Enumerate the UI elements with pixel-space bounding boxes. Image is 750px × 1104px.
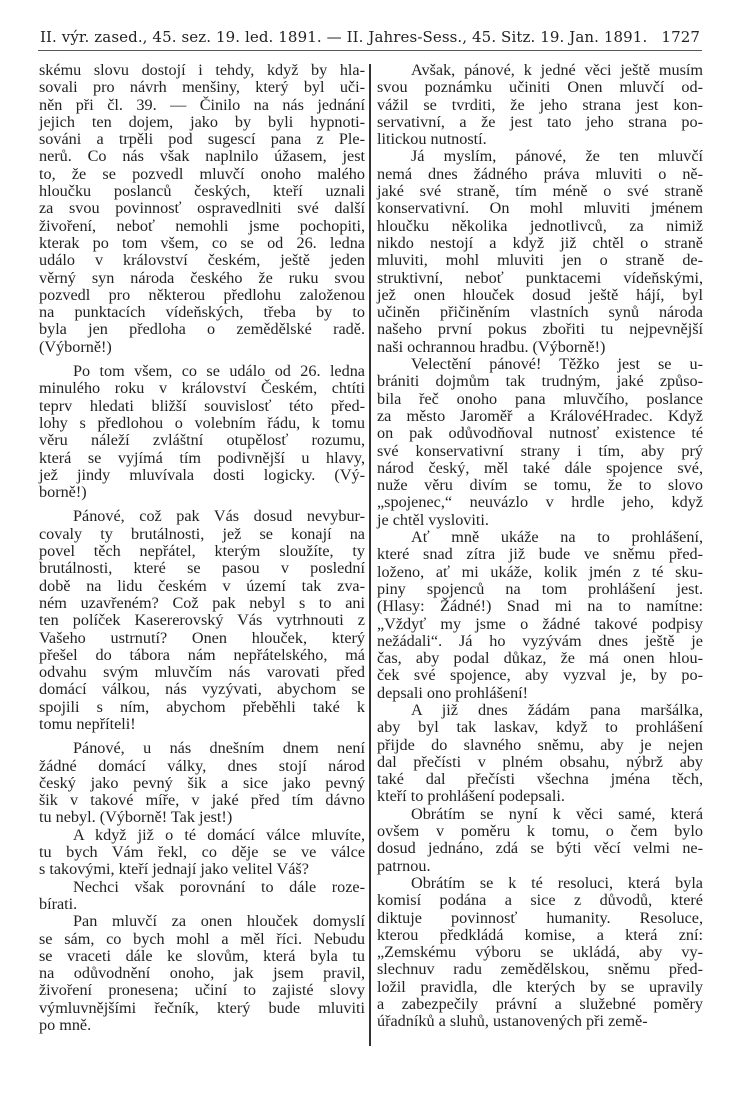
text-line: bírati. <box>39 894 78 913</box>
text-line: servativní, a že jest tato jeho strana po- <box>377 112 703 131</box>
paragraph <box>39 363 365 501</box>
column-divider <box>369 64 371 1046</box>
text-line: odvahu svým mluvčím nás varovati před <box>39 663 365 682</box>
text-line: přešel do tábora nám nepřátelského, má <box>39 645 365 664</box>
text-line: a zabezpečily právní a služebné poměry <box>377 995 703 1014</box>
text-line: Avšak, pánové, k jedné věci ještě musím <box>411 61 703 79</box>
paragraph <box>39 62 365 356</box>
text-line: Obrátím se k té resoluci, která byla <box>411 873 703 892</box>
text-line: teprv hledati bližší souvislosť této před- <box>39 396 365 415</box>
text-line: spojili s ním, abychom přeběhli také k <box>39 697 365 716</box>
text-line: za město Jaroměř a KrálovéHradec. Když <box>377 406 703 425</box>
text-line: komisí podána a sice z důvodů, které <box>377 891 703 910</box>
text-line: nikdo nestojí a když již chtěl o straně <box>377 233 703 252</box>
text-line: brutálnosti, které se pasou v poslední <box>39 559 365 578</box>
text-line: na punktacích vídeňských, třeba by to <box>39 303 365 322</box>
text-line: piny spojenců na tom prohlášení jest. <box>377 579 703 598</box>
text-line: Pánové, u nás dnešním dnem není <box>73 739 365 758</box>
text-line: on pak odůvodňoval nutnosť existence té <box>377 424 703 443</box>
text-line: „Zemskému výboru se ukládá, aby vy- <box>377 943 703 962</box>
text-line: s takovými, kteří jednají jako velitel Váš? <box>39 860 309 879</box>
text-line: Ať mně ukáže na to prohlášení, <box>411 528 703 547</box>
text-line: depsali ono prohlášení! <box>377 683 529 702</box>
text-line: ložil pravidla, dle kterých by se upravily <box>377 977 703 996</box>
text-line: dal přečísti v plném obsahu, nýbrž aby <box>377 752 703 771</box>
text-line: vážil se tvrditi, že jeho strana jest kon- <box>377 95 703 114</box>
paragraph <box>39 827 365 879</box>
text-line: ovšem v poměru k tomu, o čem bylo <box>377 822 703 841</box>
header-rule <box>38 50 702 51</box>
text-line: ček své spojence, aby vyzval je, by po- <box>377 666 703 685</box>
right-column <box>377 62 703 1031</box>
page-number: 1727 <box>661 28 700 46</box>
text-line: přijde do slavného sněmu, aby je nejen <box>377 735 703 754</box>
text-line: výmluvnějšími řečník, který bude mluviti <box>39 998 365 1017</box>
header-title: II. výr. zased., 45. sez. 19. led. 1891. — II. Jahres-Sess., 45. Sitz. 19. Jan. 1891. <box>40 28 648 46</box>
paragraph <box>377 806 703 875</box>
paragraph <box>377 875 703 1031</box>
text-line: našeho první pokus zbořiti tu nejpevnější <box>377 320 703 339</box>
text-line: Nechci však porovnání to dále roze- <box>73 877 365 896</box>
text-line: tu nebyl. (Výborně! Tak jest!) <box>39 808 233 827</box>
text-line: tomu nepříteli! <box>39 714 136 733</box>
text-line: také dal přečísti všechna jména těch, <box>377 770 703 789</box>
text-line: A již dnes žádám pana maršálka, <box>411 700 703 719</box>
text-line: „Vždyť my jsme o žádné takové podpisy <box>377 614 703 633</box>
text-line: lohy s předlohou o volebním řádu, k tomu <box>39 413 365 432</box>
text-line: jejich ten dojem, jako by byli hypnoti- <box>39 112 365 131</box>
text-line: ten políček Kasererovský Vás vytrhnouti z <box>39 611 365 630</box>
left-column <box>39 62 365 1034</box>
text-line: sováni a trpěli pod sugescí pana z Ple- <box>39 130 365 149</box>
text-line: pozvedl pro některou předlohu založenou <box>39 285 365 304</box>
text-line: byla jen předloha o zemědělské radě. <box>39 320 365 339</box>
text-line: Velectění pánové! Těžko jest se u- <box>411 355 703 374</box>
text-line: dosud jednáno, zdá se býti věcí velmi ne- <box>377 839 703 858</box>
running-header <box>40 28 700 46</box>
text-line: povel těch nepřátel, kterým sloužíte, ty <box>39 542 365 561</box>
text-line: loženo, ať mi ukáže, kolik jmén z té sku- <box>377 562 703 581</box>
text-line: kteří to prohlášení podepsali. <box>377 787 565 806</box>
text-line: (Výborně!) <box>39 337 112 356</box>
text-line: Pánové, což pak Vás dosud nevybur- <box>73 507 365 526</box>
text-line: úřadníků a sluhů, ustanovených při země- <box>377 1012 648 1031</box>
text-line: nerů. Co nás však naplnilo úžasem, jest <box>39 147 365 166</box>
text-line: Obrátím se nyní k věci samé, která <box>411 804 703 823</box>
text-line: brániti dojmům tak trudným, jaké způso- <box>377 372 703 391</box>
paragraph <box>39 508 365 733</box>
text-line: kterak po tom všem, co se od 26. ledna <box>39 233 365 252</box>
text-line: čas, aby podal důkaz, že má onen hlou- <box>377 649 703 668</box>
text-line: skému slovu dostojí i tehdy, když by hla- <box>39 61 365 79</box>
text-line: nuže věru divím se tomu, že to slovo <box>377 476 703 495</box>
text-line: konservativní. On mohl mluviti jménem <box>377 199 703 218</box>
text-line: borně!) <box>39 483 87 502</box>
text-line: která se vyjímá tím podivnější u hlavy, <box>39 448 365 467</box>
text-line: struktivní, neboť punktacemi vídeňskými, <box>377 268 703 287</box>
text-line: něn při čl. 39. — Činilo na nás jednání <box>39 95 365 114</box>
text-line: A když již o té domácí válce mluvíte, <box>73 825 365 844</box>
text-line: jež jindy mluvívala dosti logicky. (Vý- <box>39 465 365 484</box>
text-line: bila řeč onoho pana mluvčího, poslance <box>377 389 703 408</box>
text-line: své konservativní strany i tím, aby prý <box>377 441 703 460</box>
text-line: patrnou. <box>377 856 431 875</box>
text-line: mluviti, mohl mluviti jen o straně de- <box>377 251 703 270</box>
text-line: době na lidu českém v území tak zva- <box>39 576 365 595</box>
text-line: Po tom všem, co se událo od 26. ledna <box>73 362 365 381</box>
text-line: Pan mluvčí za onen hlouček domyslí <box>73 912 365 931</box>
paragraph <box>377 529 703 702</box>
paragraph <box>377 62 703 148</box>
text-line: covaly ty brutálnosti, jež se konají na <box>39 524 365 543</box>
text-line: naši ochrannou hradbu. (Výborně!) <box>377 337 606 356</box>
text-line: je chtěl vysloviti. <box>377 510 489 529</box>
paragraph <box>39 913 365 1034</box>
paragraph <box>39 879 365 914</box>
text-line: minulého roku v království Českém, chtíti <box>39 379 365 398</box>
text-line: sovali pro návrh menšiny, který byl uči- <box>39 78 365 97</box>
text-line: nemá dnes žádného práva mluviti o ně- <box>377 164 703 183</box>
text-line: se vraceti dále ke slovům, která byla tu <box>39 946 365 965</box>
text-line: jaké své straně, tím méně o své straně <box>377 182 703 201</box>
paragraph <box>377 702 703 806</box>
text-line: po mně. <box>39 1016 92 1035</box>
text-line: na odůvodnění onoho, jak jsem pravil, <box>39 964 365 983</box>
text-line: Vašeho ustrnutí? Onen hlouček, který <box>39 628 365 647</box>
text-line: událo v království českém, ještě jeden <box>39 251 365 270</box>
text-line: ném uzavřeném? Což pak nebyl s to ani <box>39 593 365 612</box>
text-line: šik v takové míře, v jaké před tím dávno <box>39 791 365 810</box>
text-line: to, že se pozvedl mluvčí onoho malého <box>39 164 365 183</box>
text-line: diktuje povinnosť humanity. Resoluce, <box>377 908 703 927</box>
text-line: domácí válkou, nás vyzývati, abychom se <box>39 680 365 699</box>
text-line: věrný syn národa českého že ruku svou <box>39 268 365 287</box>
text-line: žádné domácí války, dnes stojí národ <box>39 756 365 775</box>
text-line: „spojenec,“ neuvázlo v hrdle jeho, když <box>377 493 703 512</box>
text-line: věru náleží zvláštní otupělosť rozumu, <box>39 431 365 450</box>
text-line: jež onen hlouček dosud ještě hájí, byl <box>377 285 703 304</box>
text-line: kterou předkládá komise, a která zní: <box>377 925 703 944</box>
text-line: se sám, co bych mohl a měl říci. Nebudu <box>39 929 365 948</box>
text-line: hloučku několika jednotlivců, za nimiž <box>377 216 703 235</box>
text-line: nežádali“. Já ho vyzývám dnes ještě je <box>377 631 703 650</box>
paragraph <box>39 740 365 826</box>
text-line: slechnuv radu zemědělskou, sněmu před- <box>377 960 703 979</box>
text-line: litickou nutností. <box>377 130 487 149</box>
text-line: učiněn přičiněním vlastních synů národa <box>377 303 703 322</box>
text-line: svou poznámku učiniti Onen mluvčí od- <box>377 78 703 97</box>
text-line: národ český, měl také dále spojence své, <box>377 458 703 477</box>
text-line: živoření pronesena; učiní to zajisté slovy <box>39 981 365 1000</box>
text-line: které snad zítra již bude ve sněmu před- <box>377 545 703 564</box>
text-line: Já myslím, pánové, že ten mluvčí <box>411 147 703 166</box>
text-line: český jako pevný šik a sice jako pevný <box>39 773 365 792</box>
text-line: za svou povinnosť ospravedlniti své další <box>39 199 365 218</box>
text-line: aby byl tak laskav, když to prohlášení <box>377 718 703 737</box>
paragraph <box>377 148 703 356</box>
text-line: živoření, neboť nemohli jsme pochopiti, <box>39 216 365 235</box>
paragraph <box>377 356 703 529</box>
text-line: tu bych Vám řekl, co děje se ve válce <box>39 843 365 862</box>
text-line: (Hlasy: Žádné!) Snad mi na to namítne: <box>377 597 703 616</box>
text-line: hloučku poslanců českých, kteří uznali <box>39 182 365 201</box>
